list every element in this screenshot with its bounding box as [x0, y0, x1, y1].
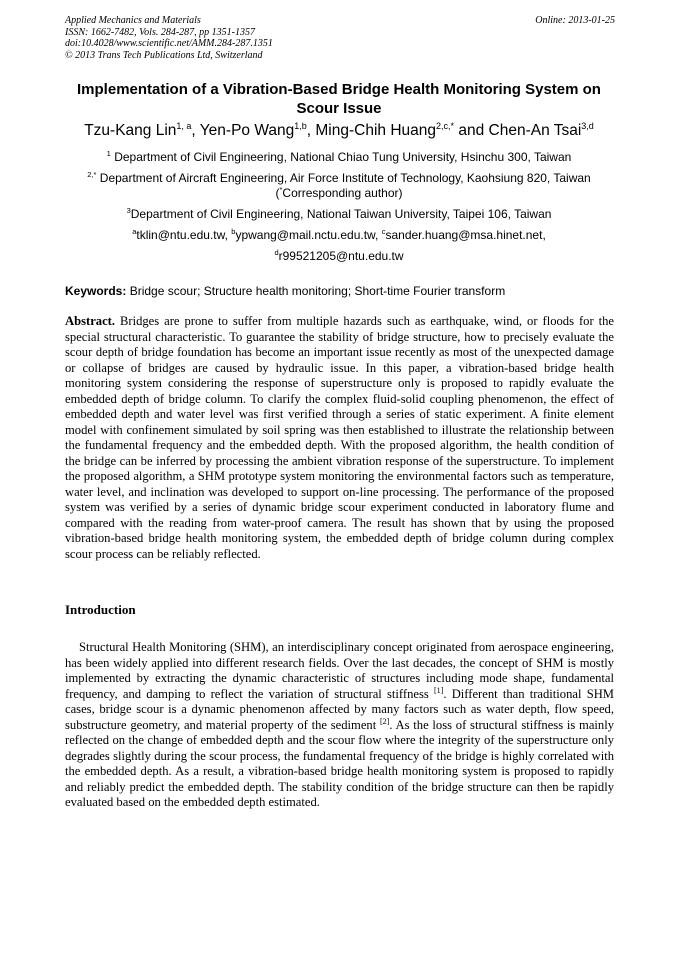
affiliation-mark: 1: [106, 149, 111, 158]
keywords-label: Keywords:: [65, 284, 127, 298]
affiliation-mark: 2,*: [87, 170, 97, 179]
author-separator: ,: [306, 122, 316, 139]
corresponding-note-open: (: [275, 186, 280, 200]
affiliation-1: [40, 150, 638, 165]
citation-ref-2: [2]: [379, 716, 390, 726]
affiliation-text: Department of Civil Engineering, National Chiao Tung University, Hsinchu 300, Taiwan: [114, 150, 572, 164]
email-b: ypwang@mail.nctu.edu.tw,: [235, 228, 382, 242]
email-mark: d: [274, 248, 279, 257]
journal-header: [65, 15, 615, 61]
email-d: r99521205@ntu.edu.tw: [278, 249, 404, 263]
online-date: Online: 2013-01-25: [535, 15, 615, 26]
email-mark: a: [132, 227, 137, 236]
email-list: [40, 228, 638, 264]
author-name: Chen-An Tsai: [488, 122, 582, 139]
affiliation-text: Department of Aircraft Engineering, Air Force Institute of Technology, Kaohsiung 820, Taiwan: [99, 171, 591, 185]
doi-line: doi:10.4028/www.scientific.net/AMM.284-287.1351: [65, 38, 273, 49]
author-affiliation-mark: 3,d: [581, 121, 594, 131]
author-affiliation-mark: 2,c,*: [436, 121, 455, 131]
corresponding-mark: *: [279, 185, 283, 194]
introduction-heading: Introduction: [65, 602, 136, 617]
paper-title: Implementation of a Vibration-Based Bridge Health Monitoring System on Scour Issue: [77, 81, 601, 117]
author-list: [40, 121, 638, 141]
author-name: Ming-Chih Huang: [315, 122, 437, 139]
abstract-label: Abstract.: [65, 314, 116, 328]
abstract-text: Bridges are prone to suffer from multiple hazards such as earthquake, wind, or floods for the special structural characteristic. To guarantee the stability of bridge structure, how to precisely evaluate the scour depth of bridge foundation has become an important issue recently as most of the unexpected damage or collapse of bridges are caused by hydraulic issue. In this paper, a vibration-based bridge health monitoring system considering the response of superstructure only is proposed to rapidly evaluate the embedded depth of bridge column. To clarify the complex fluid-solid coupling phenomenon, the effect of embedded depth and water level was first verified through a series of static experiment. A finite element model with confinement simulated by soil spring was then established to illustrate the relationship between the fundamental frequency and the embedded depth. With the proposed algorithm, the health condition of the bridge can be inferred by processing the ambient vibration response of the superstructure. To implement the proposed algorithm, a SHM prototype system monitoring the environmental factors such as temperature, water level, and inclination was developed to support on-line processing. The performance of the proposed system was verified by a series of dynamic bridge scour experiment conducted in laboratory flume and compared with the reading from water-proof camera. The result has shown that by using the proposed vibration-based bridge health monitoring system, the embedded depth of bridge column during complex scour process can be reliably reflected.: [65, 314, 614, 561]
email-mark: c: [381, 227, 386, 236]
journal-name: Applied Mechanics and Materials: [65, 15, 201, 26]
affiliation-mark: 3: [126, 206, 131, 215]
author-name: Yen-Po Wang: [199, 122, 295, 139]
affiliation-text: Department of Civil Engineering, National Taiwan University, Taipei 106, Taiwan: [130, 207, 552, 221]
introduction-paragraph: [65, 640, 614, 811]
intro-text-part3: . As the loss of structural stiffness is mainly reflected on the change of embedded depth and the scour flow where the integrity of the superstructure only degrades slightly during the scour process, the fundamental frequency of the bridge is highly correlated with the embedded depth. As a result, a vibration-based bridge health monitoring system is proposed to rapidly and reliably predict the embedded depth. The stability condition of the bridge structure can then be rapidly evaluated based on the embedded depth estimated.: [65, 717, 615, 809]
author-affiliation-mark: 1, a: [176, 121, 192, 131]
corresponding-note: Corresponding author): [282, 186, 403, 200]
email-c: sander.huang@msa.hinet.net,: [385, 228, 546, 242]
affiliation-3: [40, 207, 638, 222]
email-mark: b: [231, 227, 236, 236]
author-affiliation-mark: 1,b: [294, 121, 307, 131]
affiliation-2: [40, 171, 638, 201]
email-a: tklin@ntu.edu.tw,: [136, 228, 232, 242]
keywords-text: Bridge scour; Structure health monitoring; Short-time Fourier transform: [129, 284, 506, 298]
author-separator: and: [454, 122, 489, 139]
intro-text-part1: Structural Health Monitoring (SHM), an interdisciplinary concept originated from aerospace engineering, has been widely applied into different research fields. Over the last decades, the concept of SHM is mostly implemented by extracting the dynamic characteristic of structures including mode shape, fundamental frequency, and damping to reflect the variation of structural stiffness: [65, 640, 614, 701]
author-name: Tzu-Kang Lin: [84, 122, 177, 139]
abstract: [65, 314, 614, 562]
citation-ref-1: [1]: [434, 685, 444, 695]
issn-line: ISSN: 1662-7482, Vols. 284-287, pp 1351-1357: [65, 26, 255, 38]
intro-text-part2: . Different than traditional SHM cases, bridge scour is a dynamic phenomenon affected by many factors such as water depth, flow speed, substructure geometry, and material property of the sediment: [65, 686, 615, 732]
author-separator: ,: [191, 122, 200, 139]
copyright-line: © 2013 Trans Tech Publications Ltd, Switzerland: [65, 49, 263, 61]
keywords: [65, 284, 615, 299]
